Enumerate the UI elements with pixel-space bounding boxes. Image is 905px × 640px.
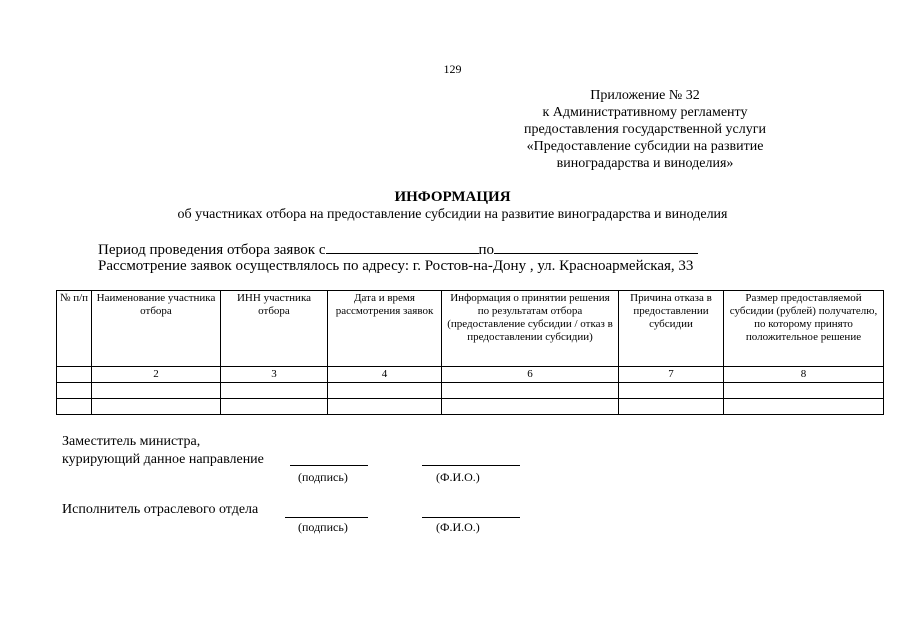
number-cell: 4 [328,367,442,383]
page-number: 129 [443,62,462,76]
fio-blank [422,516,520,518]
number-cell: 8 [724,367,884,383]
header-cell: Размер предоставляемой субсидии (рублей) получателю, по которому принято положительное решение [724,291,884,367]
selection-period [98,240,698,259]
table-number-row [57,367,884,383]
header-cell: № п/п [57,291,92,367]
header-cell: Наименование участника отбора [92,291,221,367]
period-to-blank [494,240,698,254]
appendix-line: «Предоставление субсидии на развитие [526,139,764,154]
appendix-line: Приложение № 32 [590,88,700,103]
appendix-block [480,87,810,172]
number-cell: 3 [221,367,328,383]
deputy-minister-signature [62,433,264,469]
number-cell [57,367,92,383]
table-row [57,399,884,415]
review-address: Рассмотрение заявок осуществлялось по адресу: г. Ростов-на-Дону , ул. Красноармейская, 33 [98,258,694,274]
appendix-line: предоставления государственной услуги [524,122,766,137]
header-cell: Информация о принятии решения по результатам отбора (предоставление субсидии / отказ в предоставлении субсидии) [442,291,619,367]
signature-title-line: курирующий данное направление [62,452,264,467]
number-cell: 7 [619,367,724,383]
period-label: Период проведения отбора заявок с [98,242,326,258]
appendix-line: к Административному регламенту [542,105,748,120]
fio-caption: (Ф.И.О.) [436,470,480,484]
document-title: ИНФОРМАЦИЯ [394,189,511,205]
period-from-blank [326,240,479,254]
number-cell: 2 [92,367,221,383]
header-cell: Причина отказа в предоставлении субсидии [619,291,724,367]
header-cell: ИНН участника отбора [221,291,328,367]
signature-title-line: Заместитель министра, [62,434,201,449]
signature-caption: (подпись) [298,470,348,484]
number-cell: 6 [442,367,619,383]
signature-caption: (подпись) [298,520,348,534]
document-subtitle: об участниках отбора на предоставление субсидии на развитие виноградарства и виноделия [177,207,728,222]
signature-blank [285,516,368,518]
participants-table [56,290,884,415]
table-header-row [57,291,884,367]
table-row [57,383,884,399]
period-to-label: по [478,242,495,258]
appendix-line: виноградарства и виноделия» [556,156,734,171]
fio-caption: (Ф.И.О.) [436,520,480,534]
department-executor-signature: Исполнитель отраслевого отдела [62,502,259,517]
header-cell: Дата и время рассмотрения заявок [328,291,442,367]
fio-blank [422,464,520,466]
signature-blank [290,464,368,466]
